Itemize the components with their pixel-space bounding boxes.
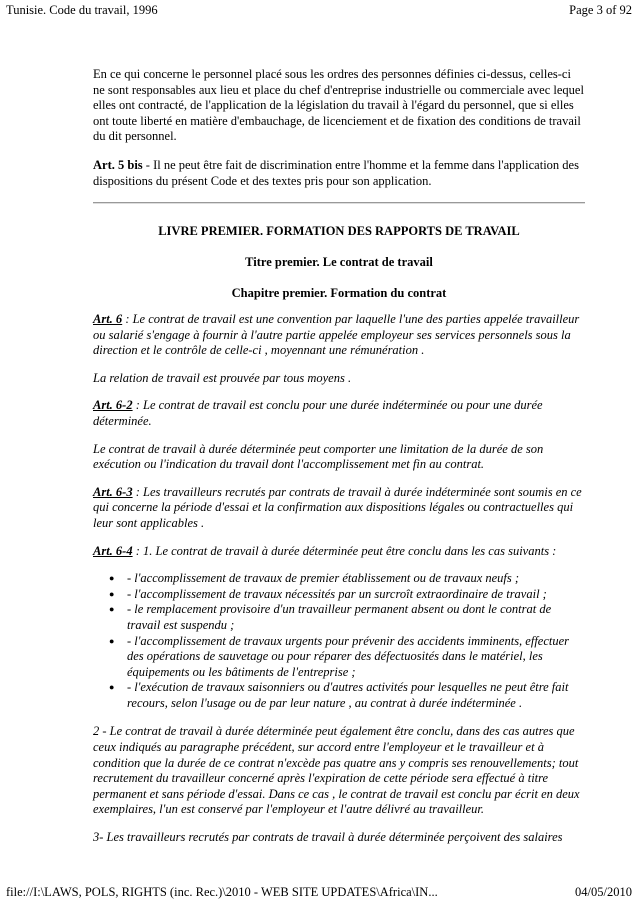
- article-label: Art. 6: [93, 312, 123, 326]
- article-label: Art. 6-3: [93, 484, 133, 499]
- page-footer: [0, 883, 638, 903]
- article-6-paragraph-2: La relation de travail est prouvée par tous moyens .: [93, 370, 352, 385]
- article-label: Art. 6-2: [93, 398, 133, 413]
- article-6-4: [93, 544, 585, 560]
- article-label: Art. 6-4: [93, 543, 133, 558]
- print-date: 04/05/2010: [575, 885, 632, 899]
- article-5bis: [93, 158, 585, 189]
- titre-heading: Titre premier. Le contrat de travail: [245, 255, 433, 269]
- list-item: ● - l'accomplissement de travaux urgents pour prévenir des accidents imminents, effectuer des opérations de sauvetage ou pour réparer des défectuosités dans le matériel, les équipements ou les bâtiments de l'entreprise ;: [119, 634, 585, 681]
- horizontal-divider: [93, 202, 585, 204]
- article-6-3: [93, 485, 585, 532]
- article-6-4-paragraph-2: 2 - Le contrat de travail à durée déterminée peut également être conclu, dans des cas autres que ceux indiqués au paragraphe précédent, sur accord entre l'employeur et le travailleur et à condition que la durée de ce contrat n'excède pas quatre ans y compris ses renouvellements; tout recrutement du travailleur concerné après l'expiration de cette période sera effectué à titre permanent et sans période d'essai. Dans ce cas , le contrat de travail est conclu par écrit en deux exemplaires, l'un est conservé par l'employeur et l'autre délivré au travailleur.: [93, 724, 580, 817]
- article-6: [93, 312, 585, 359]
- page-header: [0, 0, 638, 20]
- list-item: ● - l'exécution de travaux saisonniers ou d'autres activités pour lesquelles ne peut être fait recours, selon l'usage ou de par leur nature , au contrat à durée indéterminée .: [119, 680, 585, 711]
- bullet-list: [93, 571, 585, 711]
- document-title: Tunisie. Code du travail, 1996: [6, 3, 158, 17]
- section-headings: [93, 224, 585, 317]
- article-text: : Les travailleurs recrutés par contrats de travail à durée indéterminée sont soumis en ce qui concerne la période d'essai et la confirmation aux dispositions légales ou contractuelles qui leur sont applicables .: [93, 484, 582, 530]
- article-6-2-paragraph-2: Le contrat de travail à durée déterminée peut comporter une limitation de la durée de son exécution ou l'indication du travail dont l'accomplissement met fin au contrat.: [93, 441, 544, 472]
- chapitre-heading: Chapitre premier. Formation du contrat: [231, 286, 447, 300]
- article-6-4-paragraph-3: 3- Les travailleurs recrutés par contrats de travail à durée déterminée perçoivent des salaires: [93, 830, 563, 845]
- list-item: ● - l'accomplissement de travaux nécessités par un surcroît extraordinaire de travail ;: [119, 587, 585, 603]
- file-path: file://I:\LAWS, POLS, RIGHTS (inc. Rec.)\2010 - WEB SITE UPDATES\Africa\IN...: [6, 885, 438, 899]
- article-text: - Il ne peut être fait de discrimination entre l'homme et la femme dans l'application des dispositions du présent Code et des textes pris pour son application.: [93, 157, 579, 188]
- list-item: ● - l'accomplissement de travaux de premier établissement ou de travaux neufs ;: [119, 571, 585, 587]
- list-item: ● - le remplacement provisoire d'un travailleur permanent absent ou dont le contrat de travail est suspendu ;: [119, 602, 585, 633]
- article-label: Art. 5 bis: [93, 157, 143, 172]
- page-number: Page 3 of 92: [569, 3, 632, 17]
- article-text: : Le contrat de travail est une convention par laquelle l'une des parties appelée travailleur ou salarié s'engage à fournir à l'autre partie appelée employeur ses services personnels sous la direction et le contrôle de celle-ci , moyennant une rémunération .: [93, 312, 580, 358]
- articles-section: [93, 312, 585, 858]
- article-6-2: [93, 398, 585, 429]
- article-text: : Le contrat de travail est conclu pour une durée indéterminée ou pour une durée déterminée.: [93, 398, 543, 428]
- intro-section: [93, 67, 585, 202]
- intro-paragraph: En ce qui concerne le personnel placé sous les ordres des personnes définies ci-dessus, celles-ci ne sont responsables aux lieu et place du chef d'entreprise industrielle ou commerciale avec lequel elles ont contracté, de l'application de la législation du travail à l'égard du personnel, que si elles ont toute liberté en matière d'embauchage, de licenciement et de fixation des conditions de travail du dit personnel.: [93, 67, 584, 144]
- article-text: : 1. Le contrat de travail à durée déterminée peut être conclu dans les cas suivants :: [132, 543, 557, 558]
- livre-heading: LIVRE PREMIER. FORMATION DES RAPPORTS DE TRAVAIL: [158, 224, 520, 238]
